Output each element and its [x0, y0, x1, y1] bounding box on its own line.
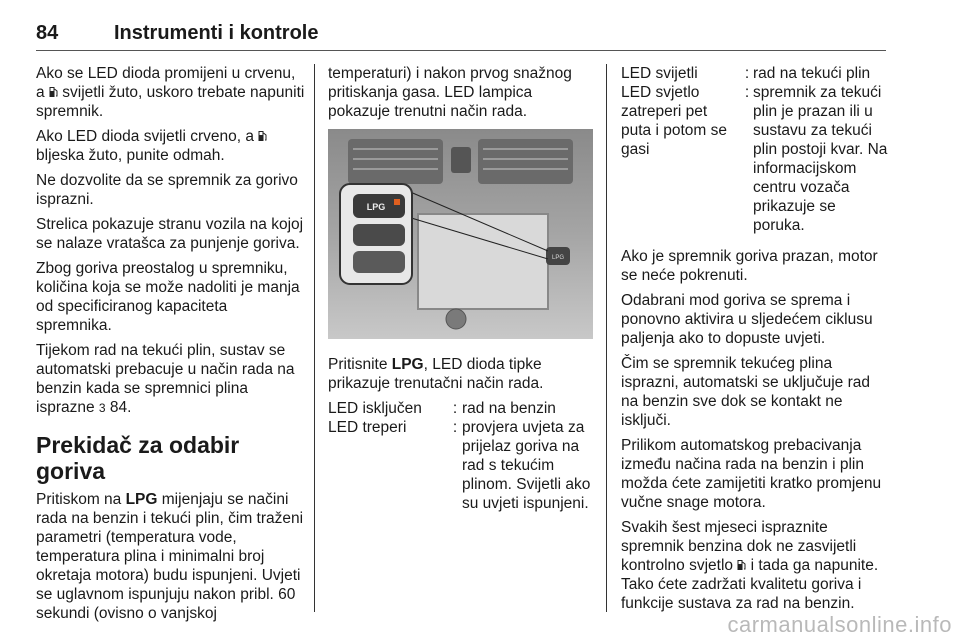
paragraph: Ako LED dioda svijetli crveno, a bljeska žuto, punite odmah. — [36, 127, 306, 165]
led-status-list — [621, 64, 889, 235]
paragraph: Pritiskom na LPG mijenjaju se načini rada na benzin i tekući plin, čim traženi parametri (temperatura vode, temperatura plina i minimalni broj okretaja motora) budu ispunjeni. Uvjeti se uglavnom ispunjuju nakon pribl. 60 sekundi (ovisno o vanjskoj — [36, 491, 304, 622]
paragraph: Ne dozvolite da se spremnik za gorivo isprazni. — [36, 172, 298, 208]
paragraph: Tijekom rad na tekući plin, sustav se automatski prebacuje u način rada na benzin kada se spremnici plina isprazne 3 84. — [36, 342, 295, 416]
paragraph: Svakih šest mjeseci ispraznite spremnik benzina dok ne zasvijetli kontrolno svjetlo i tada ga napunite. Tako ćete zadržati kvalitetu goriva i funkcije sustava za rad na benzin. — [621, 519, 879, 612]
fuel-pump-icon — [737, 559, 746, 571]
fuel-pump-icon — [258, 130, 267, 142]
fuel-pump-icon — [49, 86, 58, 98]
led-status-list — [328, 399, 593, 513]
page-header — [36, 22, 886, 51]
chapter-title: Instrumenti i kontrole — [114, 22, 319, 44]
text-column-3 — [621, 64, 889, 619]
section-heading: Prekidač za odabir goriva — [36, 432, 240, 484]
list-item: LED svjetlo zatreperi pet puta i potom se gasi : spremnik za tekući plin je prazan ili u sustavu za tekući plin postoji kvar. Na informacijskom centru vozača prikazuje se poruka. — [621, 84, 888, 234]
page-number: 84 — [36, 22, 59, 44]
paragraph: Čim se spremnik tekućeg plina isprazni, automatski se uključuje rad na benzin sve dok se kontakt ne isključi. — [621, 355, 870, 429]
svg-text:LPG: LPG — [551, 255, 565, 261]
list-item: LED treperi : provjera uvjeta za prijelaz goriva na rad s tekućim plinom. Svijetli ako su uvjeti ispunjeni. — [328, 419, 591, 512]
paragraph: Ako se LED dioda promijeni u crvenu, a svijetli žuto, uskoro trebate napuniti spremnik. — [36, 65, 305, 120]
paragraph: Zbog goriva preostalog u spremniku, količina koja se može nadoliti je manja od specificiranog kapaciteta spremnika. — [36, 260, 300, 334]
column-divider-2 — [606, 64, 607, 612]
paragraph: Ako je spremnik goriva prazan, motor se neće pokrenuti. — [621, 248, 878, 284]
paragraph: Prilikom automatskog prebacivanja između načina rada na benzin i plin možda ćete zamijetiti kratko promjenu vučne snage motora. — [621, 437, 882, 511]
watermark: carmanualsonline.info — [727, 612, 952, 637]
page-reference-arrow-icon: 3 — [98, 401, 106, 415]
paragraph: Pritisnite LPG, LED dioda tipke prikazuje trenutačni način rada. — [328, 356, 544, 392]
list-item: LED svijetli : rad na tekući plin — [621, 65, 871, 82]
text-column-2 — [328, 64, 593, 525]
paragraph: temperaturi) i nakon prvog snažnog pritiskanja gasa. LED lampica pokazuje trenutni način rada. — [328, 65, 572, 120]
paragraph: Strelica pokazuje stranu vozila na kojoj se nalaze vratašca za punjenje goriva. — [36, 216, 304, 252]
column-divider-1 — [314, 64, 315, 612]
paragraph: Odabrani mod goriva se sprema i ponovno aktivira u sljedećem ciklusu paljenja ako to dopuste uvjeti. — [621, 292, 873, 347]
lpg-button-photo — [328, 129, 593, 339]
text-column-1 — [36, 64, 306, 629]
list-item: LED isključen : rad na benzin — [328, 400, 556, 417]
lpg-button-label: LPG — [366, 202, 386, 212]
